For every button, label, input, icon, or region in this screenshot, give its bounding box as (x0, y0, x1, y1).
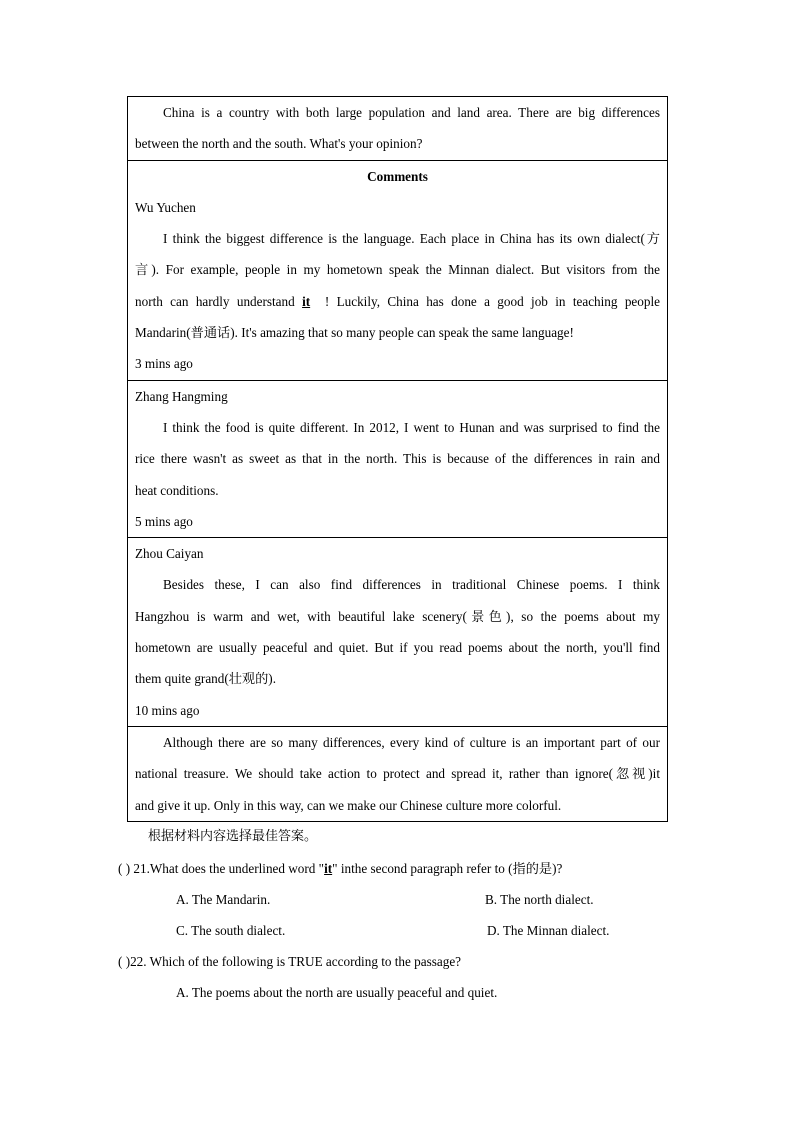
comment-text-line: Hangzhou is warm and wet, with beautiful lake scenery(景色), so the poems about my (135, 608, 660, 624)
comment-zhou-cell (128, 538, 667, 727)
underlined-word-it: it (324, 861, 333, 876)
comment-text-line: them quite grand(壮观的). (135, 671, 276, 687)
text-segment: north can hardly understand (135, 293, 295, 309)
intro-line-2: between the north and the south. What's your opinion? (135, 136, 423, 152)
question-text: " inthe second paragraph refer to (指的是)? (332, 861, 563, 876)
comment-author: Wu Yuchen (135, 199, 196, 215)
text-segment: ! Luckily, China has done a good job in teaching people (324, 293, 660, 309)
conclusion-line-2: national treasure. We should take action to protect and spread it, rather than ignore(忽视)it (135, 766, 660, 782)
comment-text-line: 言). For example, people in my hometown speak the Minnan dialect. But visitors from the (135, 262, 660, 278)
intro-line-1: China is a country with both large population and land area. There are big differences (163, 105, 660, 120)
comment-zhang-cell (128, 381, 667, 538)
comments-header: Comments (367, 168, 428, 184)
comment-text-line: rice there wasn't as sweet as that in the north. This is because of the differences in rain and (135, 451, 660, 467)
option-a[interactable]: A. The poems about the north are usually peaceful and quiet. (176, 985, 498, 1000)
comment-timestamp: 5 mins ago (135, 513, 193, 529)
option-d[interactable]: D. The Minnan dialect. (487, 923, 610, 938)
option-c[interactable]: C. The south dialect. (176, 923, 286, 938)
comment-timestamp: 10 mins ago (135, 702, 200, 718)
conclusion-line-1: Although there are so many differences, every kind of culture is an important part of our (163, 734, 660, 750)
option-b[interactable]: B. The north dialect. (485, 892, 594, 907)
comment-author: Zhang Hangming (135, 388, 228, 404)
comment-text-line: I think the food is quite different. In 2012, I went to Hunan and was surprised to find the (163, 419, 660, 435)
comment-text-line: heat conditions. (135, 482, 219, 498)
question-22: ( )22. Which of the following is TRUE according to the passage? (118, 954, 462, 969)
passage-table (127, 96, 668, 822)
comment-author: Zhou Caiyan (135, 546, 204, 562)
comment-timestamp: 3 mins ago (135, 356, 193, 372)
underlined-word-it: it (302, 293, 311, 309)
conclusion-cell (128, 727, 667, 822)
intro-cell (128, 97, 667, 161)
question-text: ( ) 21.What does the underlined word " (118, 861, 325, 876)
conclusion-line-3: and give it up. Only in this way, can we make our Chinese culture more colorful. (135, 797, 562, 813)
comment-text-line: I think the biggest difference is the language. Each place in China has its own dialect(方 (163, 231, 660, 247)
comment-text-line: hometown are usually peaceful and quiet. But if you read poems about the north, you'll find (135, 640, 660, 656)
comment-text-line: Mandarin(普通话). It's amazing that so many people can speak the same language! (135, 325, 574, 341)
comment-text-line (135, 286, 660, 317)
comment-text-line: Besides these, I can also find differences in traditional Chinese poems. I think (163, 577, 660, 593)
question-21 (118, 853, 562, 884)
option-a[interactable]: A. The Mandarin. (176, 892, 271, 907)
comment-wu-cell (128, 161, 667, 381)
instruction: 根据材料内容选择最佳答案。 (148, 829, 318, 844)
